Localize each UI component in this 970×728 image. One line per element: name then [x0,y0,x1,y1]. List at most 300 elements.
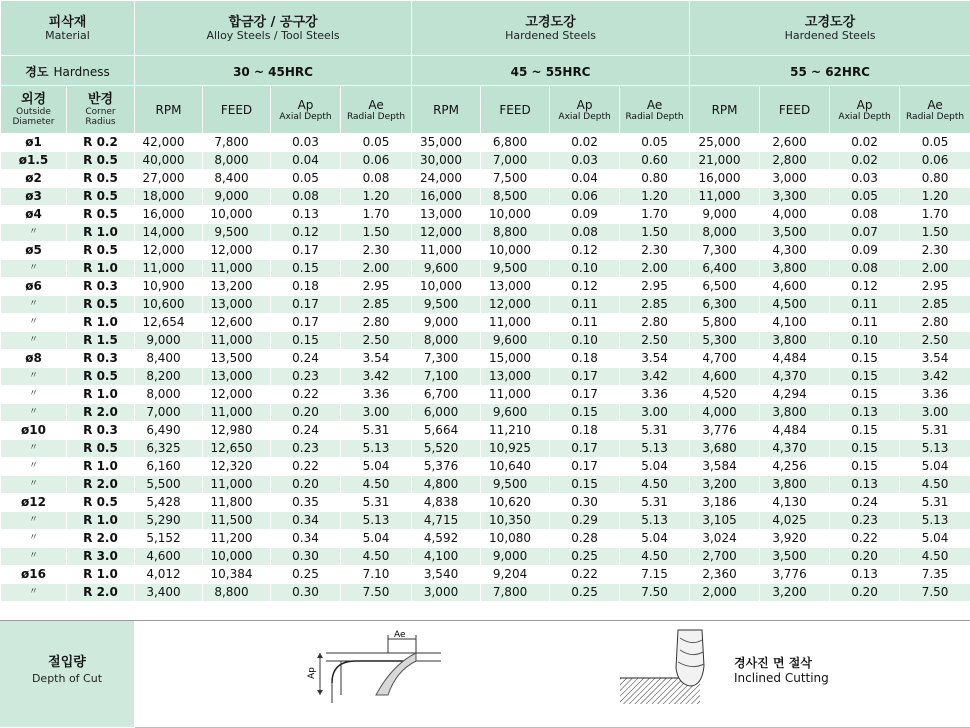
ae-cell: 3.36 [341,386,412,404]
hardness-range-3 [690,56,970,86]
ap-cell: 0.02 [830,134,900,152]
rpm-cell: 3,540 [412,566,481,584]
table-row [1,530,970,548]
feed-cell: 13,000 [203,368,271,386]
rpm-cell: 6,000 [412,404,481,422]
ae-cell: 3.54 [341,350,412,368]
radius-en2: Radius [67,117,134,127]
ae-cell: 0.05 [900,134,970,152]
radius-cell: R 0.5 [67,188,135,206]
rpm-cell: 3,200 [690,476,760,494]
ap-cell: 0.30 [271,548,341,566]
rpm-cell: 2,360 [690,566,760,584]
diameter-cell: ø2 [1,170,67,188]
ap-cell: 0.13 [830,476,900,494]
rpm-cell: 21,000 [690,152,760,170]
rpm-cell: 6,490 [135,422,203,440]
ap-cell: 0.25 [550,548,620,566]
rpm-cell: 12,000 [412,224,481,242]
feed-cell: 3,920 [760,530,830,548]
col-header-feed [203,86,271,134]
rpm-cell: 4,715 [412,512,481,530]
material-header-en: Material [1,30,134,42]
feed-cell: 15,000 [481,350,550,368]
feed-cell: 4,370 [760,368,830,386]
feed-cell: 10,350 [481,512,550,530]
inclined-cutting-diagram [620,628,730,708]
rpm-cell: 3,776 [690,422,760,440]
ae-cell: 5.13 [900,440,970,458]
ae-cell: 4.50 [620,476,690,494]
ap-cell: 0.30 [271,584,341,602]
ae-cell: 4.50 [620,548,690,566]
col-header-ae-label: Ae [341,98,411,112]
feed-cell: 10,925 [481,440,550,458]
ap-cell: 0.06 [550,188,620,206]
diameter-en2: Diameter [1,117,66,127]
hardness-header [1,56,135,86]
ap-cell: 0.34 [271,512,341,530]
feed-cell: 2,600 [760,134,830,152]
ae-cell: 0.05 [341,134,412,152]
diameter-cell: ø4 [1,206,67,224]
feed-cell: 3,800 [760,404,830,422]
ap-cell: 0.22 [550,566,620,584]
depth-of-cut-label [0,621,135,727]
ae-diagram-label: Ae [394,630,406,640]
ap-cell: 0.17 [271,296,341,314]
feed-cell: 9,500 [203,224,271,242]
rpm-cell: 27,000 [135,170,203,188]
ae-cell: 3.42 [900,368,970,386]
ap-cell: 0.15 [830,368,900,386]
feed-cell: 3,200 [760,584,830,602]
hardness-range-2 [412,56,690,86]
rpm-cell: 6,160 [135,458,203,476]
feed-cell: 10,080 [481,530,550,548]
ae-cell: 3.36 [620,386,690,404]
rpm-cell: 18,000 [135,188,203,206]
rpm-cell: 16,000 [690,170,760,188]
rpm-cell: 6,700 [412,386,481,404]
feed-cell: 4,484 [760,422,830,440]
ae-cell: 2.00 [620,260,690,278]
ae-cell: 2.50 [900,332,970,350]
rpm-cell: 5,152 [135,530,203,548]
ae-cell: 5.13 [620,440,690,458]
ap-cell: 0.25 [550,584,620,602]
feed-cell: 3,500 [760,548,830,566]
diameter-cell: 〃 [1,584,67,602]
table-row [1,458,970,476]
ae-cell: 3.42 [341,368,412,386]
table-row [1,512,970,530]
ap-cell: 0.15 [830,422,900,440]
rpm-cell: 5,290 [135,512,203,530]
rpm-cell: 13,000 [412,206,481,224]
rpm-cell: 25,000 [690,134,760,152]
feed-cell: 4,256 [760,458,830,476]
feed-cell: 11,210 [481,422,550,440]
ap-cell: 0.24 [271,422,341,440]
feed-cell: 9,500 [481,476,550,494]
hardness-range-1-text: 30 ~ 45HRC [233,65,313,79]
ae-cell: 4.50 [900,548,970,566]
rpm-cell: 4,600 [135,548,203,566]
ap-cell: 0.08 [830,260,900,278]
ae-cell: 5.04 [341,458,412,476]
ap-cell: 0.24 [830,494,900,512]
feed-cell: 10,000 [481,206,550,224]
col-header-ae-sub: Radial Depth [620,112,689,122]
ap-cell: 0.15 [550,404,620,422]
rpm-cell: 5,300 [690,332,760,350]
diagram-panel [135,621,970,728]
ap-cell: 0.10 [550,260,620,278]
diameter-cell: ø1.5 [1,152,67,170]
ae-cell: 0.80 [900,170,970,188]
ap-cell: 0.35 [271,494,341,512]
col-header-ae-sub: Radial Depth [900,112,970,122]
ae-cell: 3.54 [900,350,970,368]
ae-cell: 2.00 [900,260,970,278]
ap-diagram-label: Ap [307,667,317,679]
ap-cell: 0.24 [271,350,341,368]
radius-cell: R 0.5 [67,170,135,188]
rpm-cell: 3,186 [690,494,760,512]
radius-cell: R 3.0 [67,548,135,566]
radius-header [67,86,135,134]
rpm-cell: 42,000 [135,134,203,152]
ap-cell: 0.15 [271,260,341,278]
feed-cell: 11,000 [203,332,271,350]
ap-cell: 0.13 [830,566,900,584]
table-row [1,422,970,440]
ae-cell: 5.31 [620,422,690,440]
feed-cell: 9,000 [481,548,550,566]
ap-cell: 0.25 [271,566,341,584]
ae-cell: 3.00 [900,404,970,422]
feed-cell: 11,800 [203,494,271,512]
ae-cell: 7.15 [620,566,690,584]
radius-cell: R 0.5 [67,242,135,260]
feed-cell: 10,000 [203,548,271,566]
diameter-cell: 〃 [1,548,67,566]
feed-cell: 2,800 [760,152,830,170]
diameter-cell: ø10 [1,422,67,440]
rpm-cell: 9,000 [412,314,481,332]
hardness-range-3-text: 55 ~ 62HRC [790,65,870,79]
hardness-ko: 경도 [25,65,48,79]
diameter-cell: ø5 [1,242,67,260]
ae-cell: 0.05 [620,134,690,152]
col-header-rpm-label: RPM [135,103,202,117]
feed-cell: 11,000 [203,260,271,278]
rpm-cell: 16,000 [412,188,481,206]
feed-cell: 8,500 [481,188,550,206]
ae-cell: 5.31 [341,422,412,440]
rpm-cell: 2,000 [690,584,760,602]
material-header-ko: 피삭재 [1,15,134,30]
ap-cell: 0.22 [830,530,900,548]
col-header-ap-label: Ap [271,98,340,112]
ap-cell: 0.12 [550,278,620,296]
diameter-cell: ø8 [1,350,67,368]
feed-cell: 13,000 [203,296,271,314]
radius-cell: R 1.0 [67,314,135,332]
rpm-cell: 30,000 [412,152,481,170]
ap-cell: 0.15 [830,458,900,476]
rpm-cell: 3,680 [690,440,760,458]
ae-cell: 2.95 [900,278,970,296]
group-header-2 [412,1,690,56]
feed-cell: 3,500 [760,224,830,242]
feed-cell: 4,484 [760,350,830,368]
ae-cell: 5.31 [620,494,690,512]
ap-cell: 0.22 [271,386,341,404]
radius-cell: R 1.0 [67,260,135,278]
radius-cell: R 1.0 [67,512,135,530]
feed-cell: 9,600 [481,404,550,422]
ap-cell: 0.05 [830,188,900,206]
feed-cell: 8,400 [203,170,271,188]
col-header-ap-sub: Axial Depth [830,112,899,122]
diameter-cell: 〃 [1,476,67,494]
ae-cell: 1.20 [900,188,970,206]
ae-cell: 5.04 [900,530,970,548]
ap-cell: 0.11 [550,296,620,314]
table-row [1,566,970,584]
feed-cell: 13,500 [203,350,271,368]
col-header-feed [481,86,550,134]
rpm-cell: 4,012 [135,566,203,584]
rpm-cell: 16,000 [135,206,203,224]
rpm-cell: 11,000 [690,188,760,206]
ap-cell: 0.34 [271,530,341,548]
ap-cell: 0.29 [550,512,620,530]
diameter-ko: 외경 [1,92,66,107]
ae-cell: 1.70 [900,206,970,224]
rpm-cell: 9,000 [135,332,203,350]
diameter-cell: 〃 [1,296,67,314]
depth-of-cut-en: Depth of Cut [0,673,134,685]
radius-cell: R 0.5 [67,368,135,386]
ap-cell: 0.13 [830,404,900,422]
group-1-en: Alloy Steels / Tool Steels [135,30,411,42]
ae-cell: 4.50 [341,476,412,494]
ae-cell: 1.70 [620,206,690,224]
col-header-ae [620,86,690,134]
feed-cell: 4,100 [760,314,830,332]
radius-cell: R 1.0 [67,458,135,476]
ap-cell: 0.17 [271,314,341,332]
feed-cell: 10,640 [481,458,550,476]
ae-cell: 3.00 [341,404,412,422]
rpm-cell: 3,105 [690,512,760,530]
rpm-cell: 4,100 [412,548,481,566]
feed-cell: 13,200 [203,278,271,296]
table-row [1,404,970,422]
ae-cell: 7.50 [900,584,970,602]
feed-cell: 4,130 [760,494,830,512]
ap-cell: 0.13 [271,206,341,224]
rpm-cell: 4,592 [412,530,481,548]
ae-cell: 2.50 [620,332,690,350]
rpm-cell: 4,700 [690,350,760,368]
ae-cell: 2.00 [341,260,412,278]
feed-cell: 8,000 [203,152,271,170]
rpm-cell: 10,000 [412,278,481,296]
col-header-rpm-label: RPM [690,103,759,117]
ae-cell: 5.04 [620,458,690,476]
table-row [1,368,970,386]
table-row [1,152,970,170]
inclined-cutting-en: Inclined Cutting [734,671,829,685]
ap-cell: 0.11 [550,314,620,332]
group-3-en: Hardened Steels [690,30,970,42]
hardness-en: Hardness [54,65,110,79]
table-row [1,260,970,278]
ae-cell: 5.13 [341,512,412,530]
diameter-cell: ø6 [1,278,67,296]
rpm-cell: 4,838 [412,494,481,512]
table-row [1,242,970,260]
feed-cell: 3,000 [760,170,830,188]
rpm-cell: 4,000 [690,404,760,422]
table-row [1,188,970,206]
col-header-ae-label: Ae [620,98,689,112]
col-header-ap [550,86,620,134]
diameter-cell: ø3 [1,188,67,206]
col-header-ap [271,86,341,134]
radius-cell: R 0.5 [67,206,135,224]
ap-cell: 0.07 [830,224,900,242]
table-row [1,170,970,188]
rpm-cell: 11,000 [412,242,481,260]
ae-cell: 2.30 [620,242,690,260]
table-row [1,314,970,332]
ae-cell: 1.50 [900,224,970,242]
ae-cell: 5.04 [620,530,690,548]
radius-cell: R 0.3 [67,422,135,440]
rpm-cell: 9,500 [412,296,481,314]
diameter-header [1,86,67,134]
feed-cell: 4,600 [760,278,830,296]
ap-cell: 0.30 [550,494,620,512]
table-row [1,584,970,602]
ae-cell: 1.20 [620,188,690,206]
ae-cell: 5.13 [620,512,690,530]
rpm-cell: 4,600 [690,368,760,386]
table-row [1,548,970,566]
rpm-cell: 6,400 [690,260,760,278]
col-header-ae-label: Ae [900,98,970,112]
ae-cell: 0.80 [620,170,690,188]
radius-cell: R 0.3 [67,350,135,368]
ae-cell: 1.70 [341,206,412,224]
diameter-cell: 〃 [1,260,67,278]
group-3-ko: 고경도강 [690,15,970,30]
feed-cell: 4,370 [760,440,830,458]
feed-cell: 4,300 [760,242,830,260]
table-row [1,386,970,404]
col-header-rpm [412,86,481,134]
depth-of-cut-ko: 절입량 [0,655,134,670]
ae-cell: 0.08 [341,170,412,188]
ap-cell: 0.03 [550,152,620,170]
rpm-cell: 6,500 [690,278,760,296]
ae-cell: 2.85 [620,296,690,314]
ap-cell: 0.10 [550,332,620,350]
rpm-cell: 7,100 [412,368,481,386]
ae-cell: 2.80 [620,314,690,332]
rpm-cell: 9,000 [690,206,760,224]
radius-cell: R 2.0 [67,404,135,422]
inclined-cutting-ko: 경사진 면 절삭 [734,654,812,671]
feed-cell: 11,000 [481,386,550,404]
diameter-cell: 〃 [1,440,67,458]
ap-cell: 0.11 [830,296,900,314]
col-header-feed-label: FEED [203,103,270,117]
group-header-3 [690,1,970,56]
feed-cell: 11,000 [203,404,271,422]
col-header-rpm [135,86,203,134]
ae-cell: 5.13 [341,440,412,458]
ap-cell: 0.23 [271,368,341,386]
rpm-cell: 5,800 [690,314,760,332]
radius-cell: R 2.0 [67,476,135,494]
ap-cell: 0.23 [271,440,341,458]
ap-cell: 0.18 [271,278,341,296]
group-2-en: Hardened Steels [412,30,689,42]
feed-cell: 8,800 [481,224,550,242]
ap-cell: 0.20 [271,404,341,422]
ap-cell: 0.17 [550,368,620,386]
ae-cell: 2.85 [900,296,970,314]
rpm-cell: 24,000 [412,170,481,188]
rpm-cell: 3,584 [690,458,760,476]
col-header-ap-sub: Axial Depth [271,112,340,122]
feed-cell: 9,000 [203,188,271,206]
ae-cell: 3.36 [900,386,970,404]
hardness-range-2-text: 45 ~ 55HRC [511,65,591,79]
feed-cell: 12,000 [203,386,271,404]
ae-cell: 7.10 [341,566,412,584]
diameter-cell: 〃 [1,332,67,350]
table-row [1,206,970,224]
ap-cell: 0.05 [271,170,341,188]
ap-cell: 0.17 [550,458,620,476]
feed-cell: 10,000 [481,242,550,260]
feed-cell: 3,776 [760,566,830,584]
ap-cell: 0.12 [550,242,620,260]
feed-cell: 9,600 [481,332,550,350]
table-row [1,476,970,494]
hardness-range-1 [135,56,412,86]
ae-cell: 0.06 [341,152,412,170]
radius-cell: R 0.2 [67,134,135,152]
diameter-cell: 〃 [1,512,67,530]
radius-cell: R 1.5 [67,332,135,350]
col-header-ap-sub: Axial Depth [550,112,619,122]
ae-cell: 5.04 [900,458,970,476]
rpm-cell: 8,000 [690,224,760,242]
rpm-cell: 5,664 [412,422,481,440]
feed-cell: 13,000 [481,368,550,386]
ae-cell: 2.85 [341,296,412,314]
col-header-feed-label: FEED [481,103,549,117]
radius-cell: R 0.5 [67,494,135,512]
